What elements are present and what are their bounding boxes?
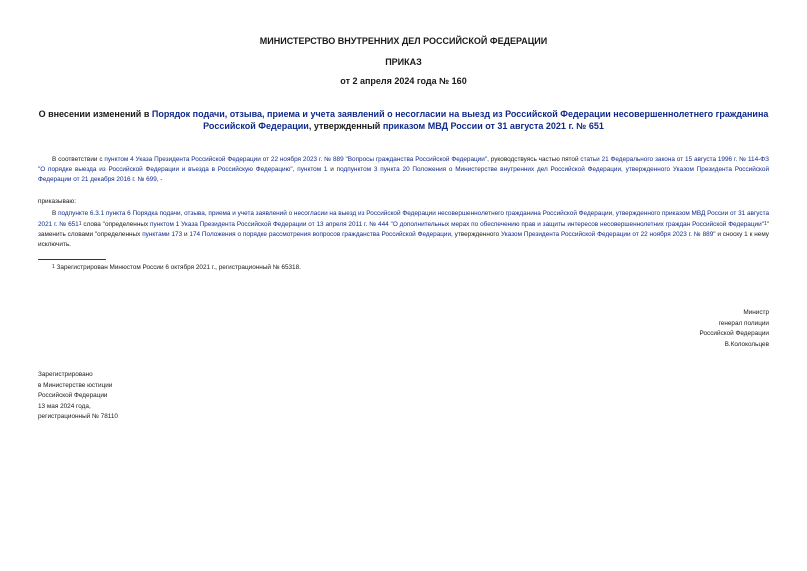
- title-middle: , утвержденный: [308, 121, 383, 131]
- preamble-text-3: ,: [292, 166, 298, 173]
- main-text-2: слова "определенных: [81, 221, 151, 228]
- title-link-order[interactable]: приказом МВД России от 31 августа 2021 г. № 651: [382, 121, 604, 131]
- preamble-block: [38, 155, 769, 185]
- preamble-link-point-1[interactable]: пунктом 1: [297, 166, 328, 173]
- signature-line: Российской Федерации: [699, 330, 769, 337]
- main-link-decree-444[interactable]: пунктом 1 Указа Президента Российской Федерации от 13 апреля 2011 г. № 444 "О дополнительных мерах по обеспечению прав и защиты интересов несовершеннолетних граждан Российской Федерации": [150, 221, 764, 228]
- preamble-text-4: и: [327, 166, 337, 173]
- signature-block: [700, 308, 770, 350]
- order-word: приказываю:: [38, 198, 76, 205]
- main-link-decree-889[interactable]: Указом Президента Российской Федерации от 22 ноября 2023 г. № 889: [501, 231, 714, 238]
- ministry-heading: МИНИСТЕРСТВО ВНУТРЕННИХ ДЕЛ РОССИЙСКОЙ ФЕДЕРАЦИИ: [259, 36, 548, 46]
- main-block: [38, 209, 769, 250]
- registration-line: регистрационный № 78110: [38, 413, 118, 420]
- preamble-link-law-114[interactable]: статьи 21 Федерального закона от 15 августа 1996 г. № 114-ФЗ "О порядке выезда из Российской Федерации и въезда в Российскую Федерацию": [38, 156, 769, 173]
- date-number: от 2 апреля 2024 года № 160: [340, 76, 467, 86]
- main-text-3: " заменить словами "определенных: [38, 221, 769, 238]
- doc-type-heading: ПРИКАЗ: [385, 57, 422, 67]
- preamble-link-regulation[interactable]: подпунктом 3 пункта 20 Положения о Министерстве внутренних дел Российской Федерации, утвержденного Указом Президента Российской Федерации от 21 декабря 2016 г. № 699: [38, 166, 770, 183]
- signature-line: генерал полиции: [718, 319, 769, 327]
- footnote: [52, 264, 301, 271]
- registration-line: Зарегистрировано: [38, 371, 93, 378]
- preamble-link-decree-889[interactable]: пунктом 4 Указа Президента Российской Федерации от 22 ноября 2023 г. № 889 "Вопросы гражданства Российской Федерации": [104, 156, 488, 163]
- signature-line: Министр: [743, 309, 769, 316]
- registration-line: 13 мая 2024 года,: [38, 402, 91, 410]
- main-text-1: В: [52, 210, 59, 217]
- main-link-points-173[interactable]: пунктами 173: [142, 231, 183, 238]
- title-link-procedure[interactable]: Порядок подачи, отзыва, приема и учета заявлений о несогласии на выезд из Российской Федерации несовершеннолетнего гражданина Российской Федерации: [151, 109, 769, 131]
- main-link-subpoint[interactable]: подпункте 6.3.1 пункта 6 Порядка подачи, отзыва, приема и учета заявлений о несогласии на выезд из Российской Федерации несовершеннолетнего гражданина Российской Федерации, утвержденного приказом МВД России от 31 августа 2021 г. № 651: [38, 210, 769, 228]
- document-title: [30, 108, 777, 132]
- main-text-5: , утвержденного: [451, 231, 501, 238]
- registration-line: Российской Федерации: [38, 392, 108, 399]
- footnote-mark: 1: [52, 264, 55, 270]
- footnote-ref-2: 1: [763, 221, 767, 227]
- footnote-text: Зарегистрирован Минюстом России 6 октября 2021 г., регистрационный № 65318.: [54, 264, 301, 271]
- main-text-6: " и сноску 1 к нему исключить.: [38, 231, 769, 248]
- main-link-points-174[interactable]: 174 Положения о порядке рассмотрения вопросов гражданства Российской Федерации: [189, 231, 452, 238]
- footnote-divider: [38, 259, 106, 260]
- preamble-paragraph: [38, 155, 769, 185]
- preamble-text-2: , руководствуясь частью пятой: [487, 156, 581, 163]
- preamble-text-1: В соответствии с: [52, 156, 105, 163]
- preamble-text-5: , -: [156, 176, 163, 183]
- footnote-ref-1: 1: [78, 221, 82, 227]
- title-prefix: О внесении изменений в: [38, 109, 152, 119]
- main-text-4: и: [182, 231, 190, 238]
- main-paragraph: [38, 209, 769, 250]
- registration-block: [38, 370, 118, 423]
- registration-line: в Министерстве юстиции: [38, 381, 113, 389]
- signature-line: В.Колокольцев: [724, 340, 769, 348]
